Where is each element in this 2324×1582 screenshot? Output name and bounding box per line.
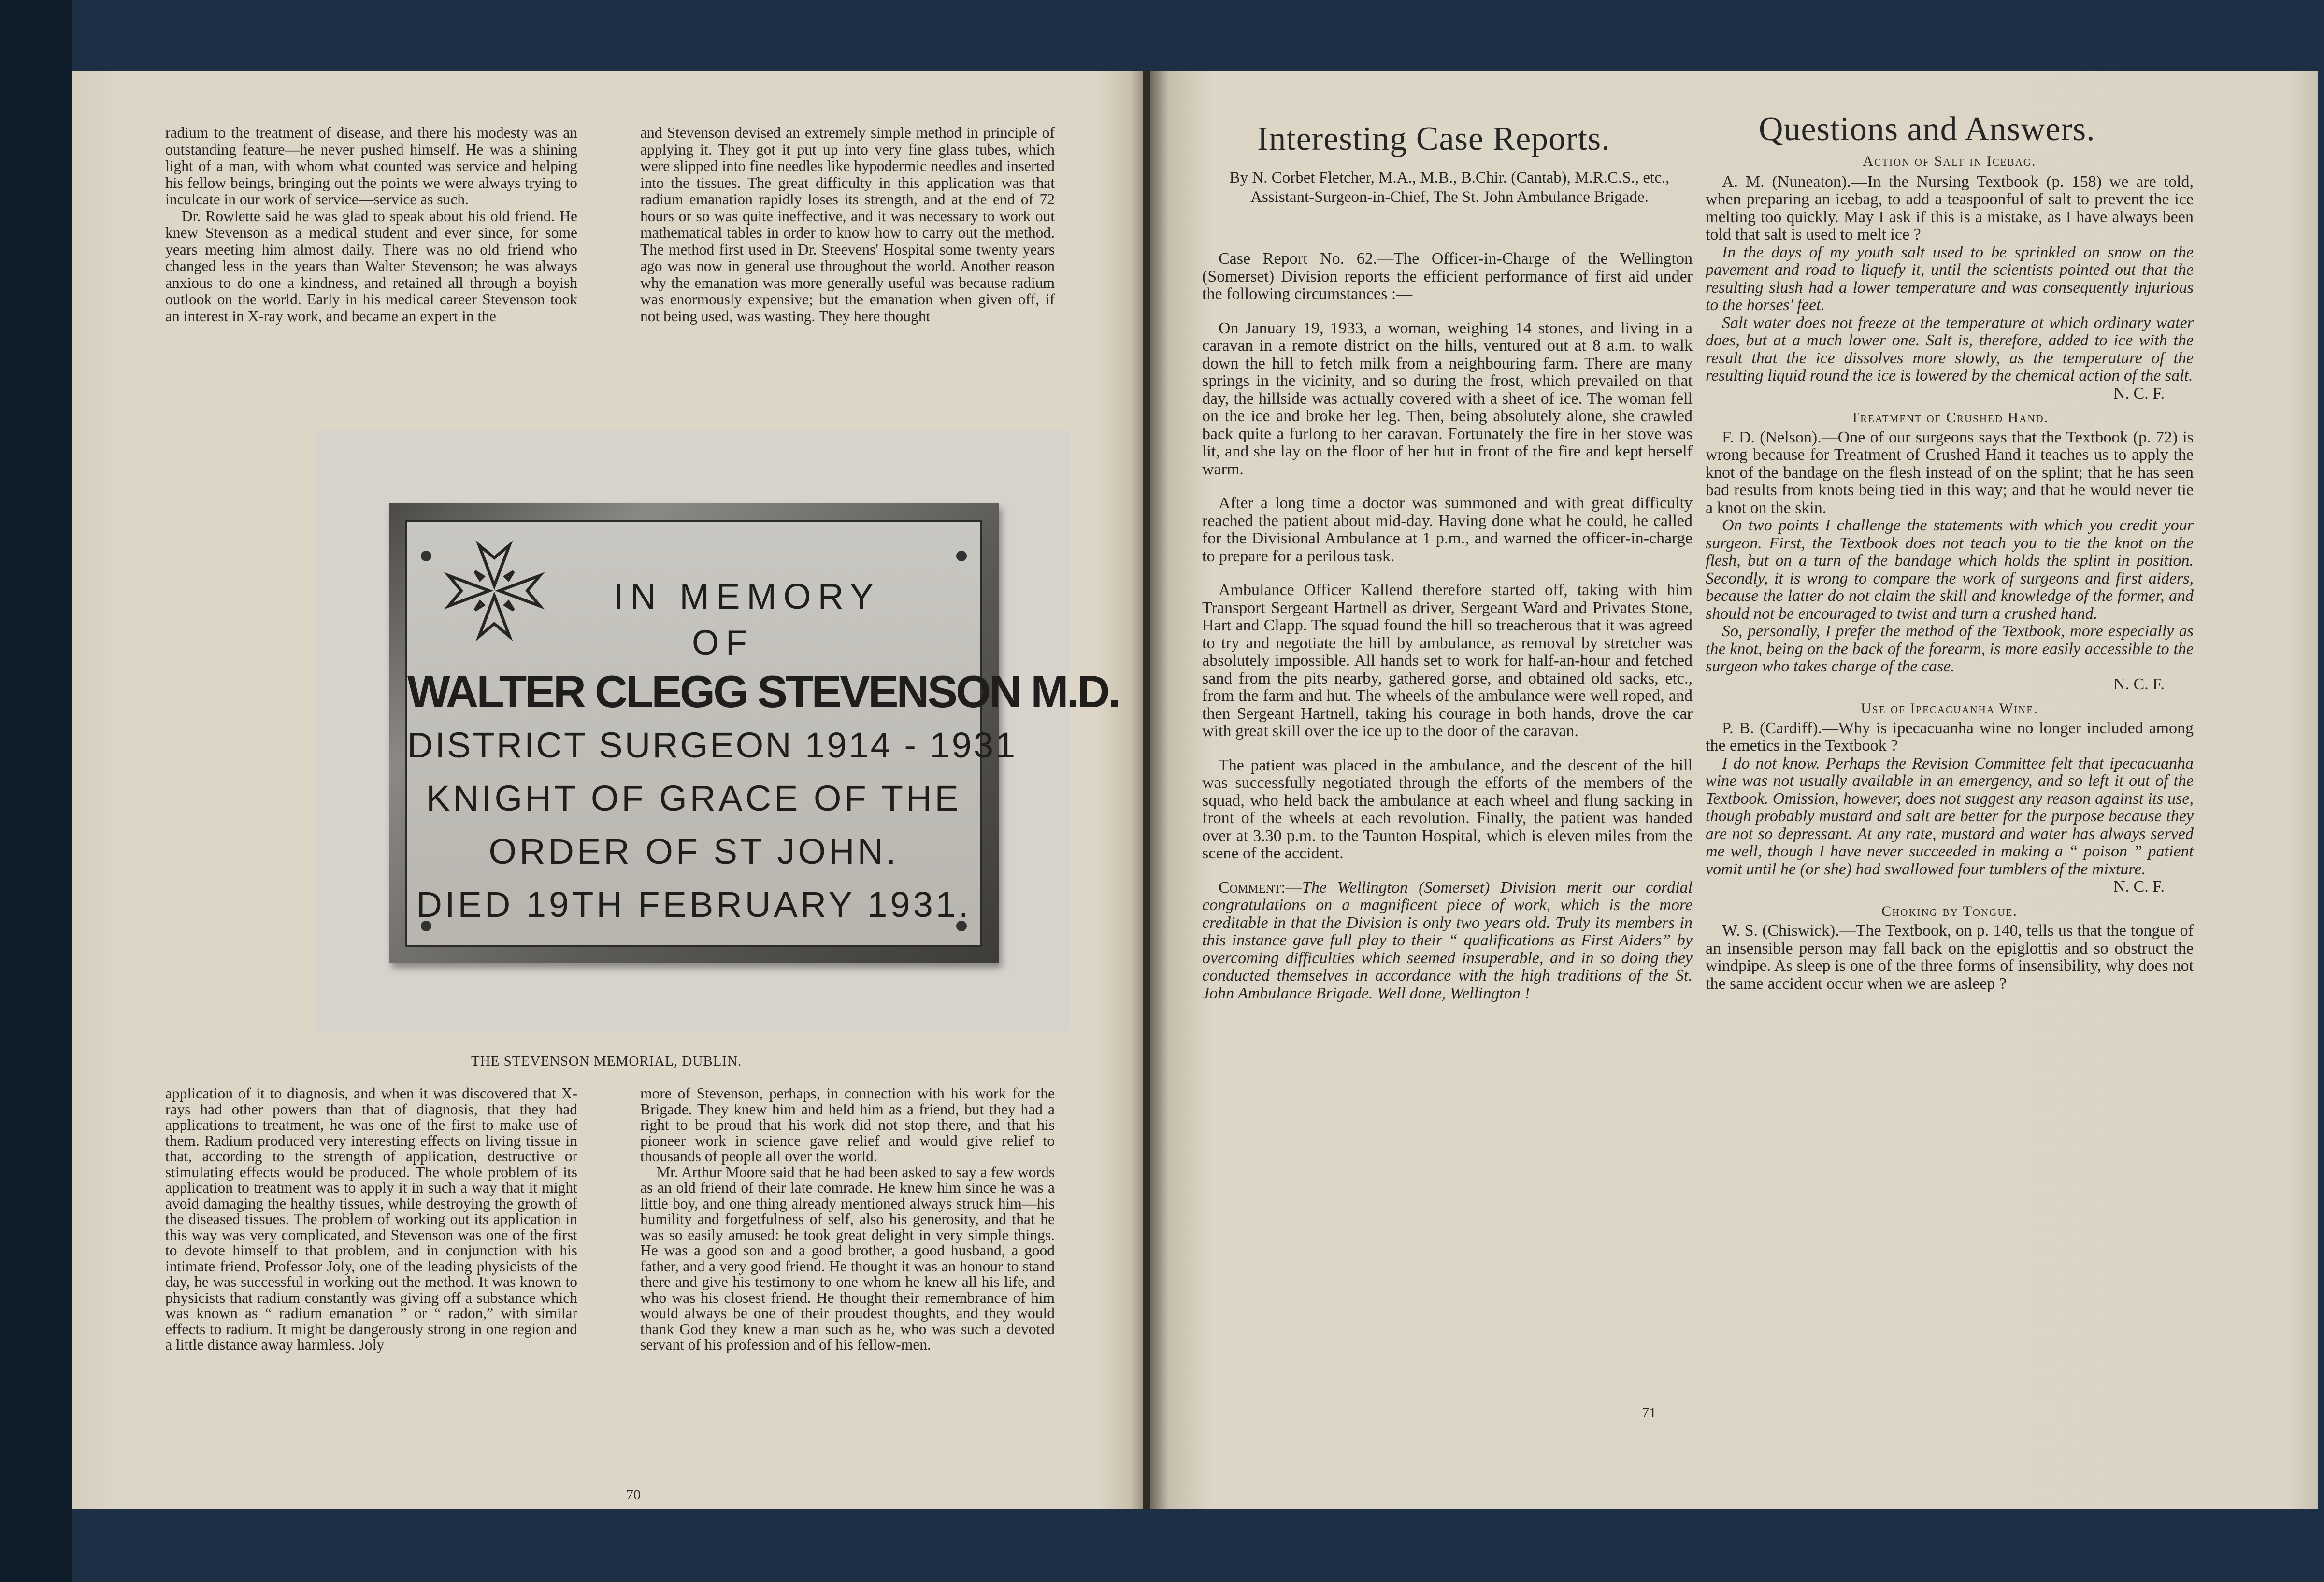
- plaque-line-4: DISTRICT SURGEON 1914 - 1931: [407, 725, 1018, 765]
- byline: [1205, 168, 1693, 207]
- signature: N. C. F.: [2113, 878, 2165, 896]
- answer: In the days of my youth salt used to be sprinkled on snow on the pavement and road to liquefy it, until the scientists pointed out that the resulting slush had a lower temperature and was consequently injurious to the horses' feet.: [1706, 243, 2194, 314]
- plaque-line-1: IN MEMORY: [613, 576, 881, 616]
- plaque-line-3: WALTER CLEGG STEVENSON M.D.: [407, 666, 1119, 717]
- paragraph: Case Report No. 62.—The Officer-in-Charge of the Wellington (Somerset) Division reports the efficient performance of first aid under the following circumstances :—: [1202, 250, 1693, 303]
- paragraph: On January 19, 1933, a woman, weighing 14 stones, and living in a caravan in a remote district on the hills, ventured out at 8 a.m. to walk down the hill to fetch milk from a neighbouring farm. There are many springs in the vicinity, and so during the frost, which prevailed on that day, the hillside was actually covered with a sheet of ice. The woman fell on the ice and broke her leg. Then, being absolutely alone, she crawled back quite a furlong to her caravan. Fortunately the fire in her stove was lit, and she lay on the floor of her hut in front of the fire and kept herself warm.: [1202, 319, 1693, 478]
- plaque-line-6: ORDER OF ST JOHN.: [488, 831, 899, 871]
- qa-column: [1706, 153, 2194, 993]
- question: A. M. (Nuneaton).—In the Nursing Textbook (p. 158) we are told, when preparing an icebag, to add a teaspoonful of salt to prevent the ice melting too quickly. May I ask if this is a mistake, as I have always been told that salt is used to melt ice ?: [1706, 172, 2194, 243]
- qa-title: Questions and Answers.: [1759, 111, 2095, 148]
- paragraph: The patient was placed in the ambulance, and the descent of the hill was successfully negotiated through the efforts of the members of the squad, who held back the ambulance at each wheel and flung sacking in front of the wheels at each revolution. Finally, the patient was handed over at 3.30 p.m. to the Taunton Hospital, which is eleven miles from the scene of the accident.: [1202, 756, 1693, 862]
- signature: N. C. F.: [2113, 675, 2165, 693]
- plaque-line-2: OF: [692, 624, 754, 662]
- plaque-line-7: DIED 19TH FEBRUARY 1931.: [416, 884, 972, 925]
- question: W. S. (Chiswick).—The Textbook, on p. 140, tells us that the tongue of an insensible person may fall back on the epiglottis and so obstruct the windpipe. As sleep is one of the three forms of insensibility, why does not the same accident occur when we are asleep ?: [1706, 922, 2194, 993]
- page-number: 70: [626, 1487, 641, 1503]
- comment: [1202, 879, 1693, 1003]
- plaque-frame: [389, 503, 1119, 963]
- dark-background: [0, 0, 72, 1582]
- qa-heading: Action of Salt in Icebag.: [1863, 153, 2037, 169]
- paragraph: Dr. Rowlette said he was glad to speak about his old friend. He knew Stevenson as a medical student and ever since, for some years meeting him almost daily. There was no old friend who changed less in the years than Walter Stevenson; he was always anxious to do one a kindness, and retained all through a boyish outlook on the world. Early in his medical career Stevenson took an interest in X-ray work, and became an expert in the: [165, 207, 577, 325]
- qa-heading: Treatment of Crushed Hand.: [1850, 410, 2049, 426]
- left-col1-top: [165, 125, 577, 325]
- page-number: 71: [1642, 1405, 1656, 1421]
- answer: Salt water does not freeze at the temperature at which ordinary water does, but at a much lower one. Salt is, therefore, added to ice with the result that the ice dissolves more slowly, as the temperature of the resulting liquid round the ice is lowered by the chemical action of the salt.: [1706, 314, 2194, 385]
- paragraph: Mr. Arthur Moore said that he had been asked to say a few words as an old friend of their late comrade. He knew him since he was a little boy, and one thing already mentioned always struck him—his humility and forgetfulness of self, also his generosity, and that he was so easily amused: he took great delight in very simple things. He was a good son and a good brother, a good husband, a good father, and a very good friend. He thought it was an honour to stand there and give his testimony to one whom he knew all his life, and who was his closest friend. He thought their remembrance of him would always be one of their proudest thoughts, and they would thank God they knew a man such as he, who was such a devoted servant of his profession and of his fellow-men.: [640, 1163, 1055, 1353]
- signature: N. C. F.: [2113, 384, 2165, 402]
- answer: So, personally, I prefer the method of the Textbook, more especially as the knot, being on the back of the forearm, is more easily accessible to the surgeon who takes charge of the case.: [1706, 622, 2194, 675]
- paragraph: Ambulance Officer Kallend therefore started off, taking with him Transport Sergeant Hartnell as driver, Sergeant Ward and Privates Stone, Hart and Clapp. The squad found the hill so treacherous that it was agreed to try and negotiate the hill by ambulance, as removal by stretcher was absolutely impossible. All hands set to work for half-an-hour and fetched sand from the pits nearby, gathered gorse, and obtained old sacks, etc., from the farm and hut. The wheels of the ambulance were well roped, and then Sergeant Hartnell, taking his courage in both hands, drove the car with great skill over the ice up to the door of the caravan.: [1202, 581, 1693, 740]
- paragraph: After a long time a doctor was summoned and with great difficulty reached the patient about mid-day. Having done what he could, he called for the Divisional Ambulance at 1 p.m., and warned the officer-in-charge to prepare for a perilous task.: [1202, 494, 1693, 565]
- paragraph: and Stevenson devised an extremely simple method in principle of applying it. They got it put up into very fine glass tubes, which were slipped into fine needles like hypodermic needles and inserted into the tissues. The great difficulty in this application was that radium emanation rapidly loses its strength, and at the end of 72 hours or so was quite ineffective, and it was necessary to work out mathematical tables in order to know how to carry out the method. The method first used in Dr. Steevens' Hospital some twenty years ago was now in general use throughout the world. Another reason why the emanation was more generally useful was because radium was enormously expensive; but the emanation when given off, if not being used, was wasting. They here thought: [640, 124, 1055, 325]
- memorial-photo: [316, 430, 1119, 1031]
- paragraph: radium to the treatment of disease, and there his modesty was an outstanding feature—he never pushed himself. He was a shining light of a man, with whom what counted was service and helping his fellow beings, bringing out the points we were always trying to inculcate in our work of service—service as such.: [165, 124, 577, 208]
- answer: On two points I challenge the statements with which you credit your surgeon. First, the Textbook does not teach you to tie the knot on the flesh, but on a turn of the bandage which holds the splint in position. Secondly, it is wrong to compare the work of surgeons and first aiders, because the latter do not claim the skill and knowledge of the former, and should not be encouraged to twist and turn a crushed hand.: [1706, 516, 2194, 623]
- qa-heading: Choking by Tongue.: [1881, 903, 2018, 919]
- photo-caption: THE STEVENSON MEMORIAL, DUBLIN.: [471, 1054, 742, 1069]
- paragraph: more of Stevenson, perhaps, in connection with his work for the Brigade. They knew him and held him as a friend, but they had a right to be proud that his work did not stop there, and that his pioneer work in science gave relief and would give relief to thousands of people all over the world.: [640, 1085, 1055, 1165]
- comment-label: Comment:—: [1219, 878, 1302, 897]
- case-report-column: [1202, 250, 1693, 1002]
- question: P. B. (Cardiff).—Why is ipecacuanha wine no longer included among the emetics in the Textbook ?: [1706, 719, 2194, 755]
- right-page: [1150, 71, 2318, 1509]
- plaque: [405, 520, 1119, 947]
- byline-text: By N. Corbet Fletcher, M.A., M.B., B.Chir. (Cantab), M.R.C.S., etc., Assistant-Surgeon-in-Chief, The St. John Ambulance Brigade.: [1229, 169, 1670, 206]
- left-col2-bottom: [640, 1086, 1055, 1353]
- answer: I do not know. Perhaps the Revision Committee felt that ipecacuanha wine was not usually available in an emergency, and so left it out of the Textbook. Omission, however, does not suggest any reason against its use, though probably mustard and salt are better for the purpose because they are not so depressant. At any rate, mustard and water has always served me well, though I have never succeeded in making a “ poison ” patient vomit until he (or she) had swallowed four tumblers of the mixture.: [1706, 754, 2194, 878]
- left-page: [72, 71, 1147, 1509]
- left-col2-top: [640, 125, 1055, 325]
- question: F. D. (Nelson).—One of our surgeons says that the Textbook (p. 72) is wrong because for Treatment of Crushed Hand it teaches us to apply the knot of the bandage on the flesh instead of on the splint; that he has seen bad results from knots being tied in this way; and that he would never tie a knot on the skin.: [1706, 428, 2194, 517]
- paragraph: application of it to diagnosis, and when it was discovered that X-rays had other powers than that of diagnosis, that they had applications to treatment, he was one of the first to make use of them. Radium produced very interesting effects on living tissue in that, according to the strength of application, destructive or stimulating effects would be produced. The whole problem of its application to treatment was to apply it in such a way that it might avoid damaging the healthy tissues, while destroying the growth of the diseased tissues. The problem of working out its application in this way was very complicated, and Stevenson was one of the first to devote himself to that problem, and in conjunction with his intimate friend, Professor Joly, one of the leading physicists of the day, he was successful in working out the method. It was known to physicists that radium constantly was giving off a substance which was known as “ radium emanation ” or “ radon,” with similar effects to radium. It might be dangerously strong in one region and a little distance away harmless. Joly: [165, 1085, 577, 1353]
- comment-text: The Wellington (Somerset) Division merit our cordial congratulations on a magnificent piece of work, which is the more creditable in that the Division is only two years old. Truly its members in this instance gave full play to their “ qualifications as First Aiders” by overcoming difficulties which seemed insuperable, and in so doing they conducted themselves in accordance with the high traditions of the St. John Ambulance Brigade. Well done, Wellington !: [1202, 878, 1693, 1002]
- case-reports-title: Interesting Case Reports.: [1257, 120, 1610, 157]
- left-col1-bottom: [165, 1086, 577, 1353]
- plaque-line-5: KNIGHT OF GRACE OF THE: [426, 778, 961, 818]
- qa-heading: Use of Ipecacuanha Wine.: [1861, 700, 2038, 716]
